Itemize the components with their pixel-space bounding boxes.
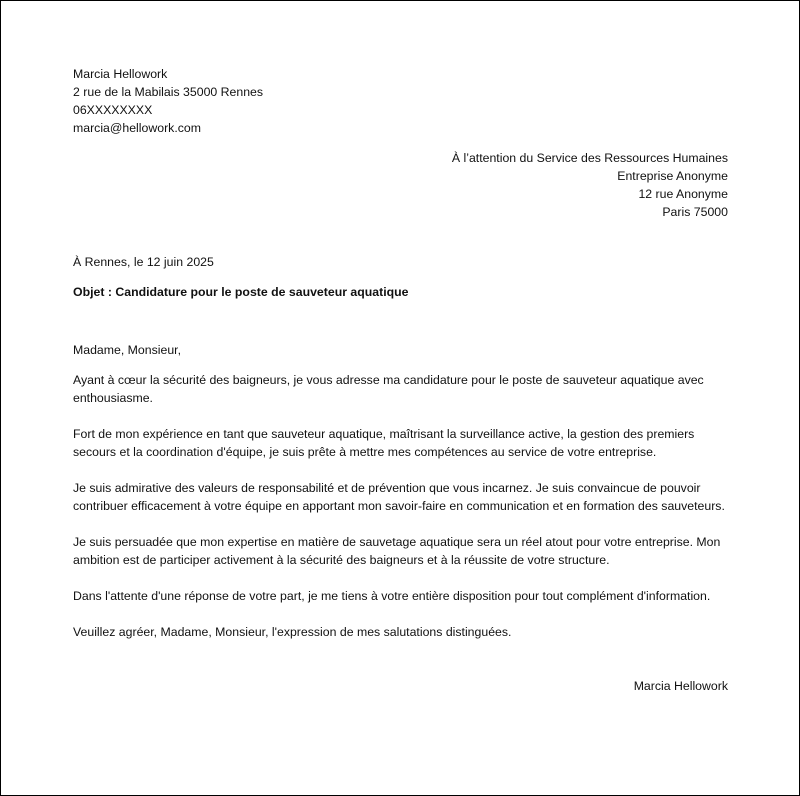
sender-block xyxy=(73,65,728,137)
signature: Marcia Hellowork xyxy=(633,679,728,693)
recipient-block xyxy=(73,149,728,221)
letter-body xyxy=(73,371,728,641)
sender-phone: 06XXXXXXXX xyxy=(73,103,153,117)
sender-address: 2 rue de la Mabilais 35000 Rennes xyxy=(73,85,264,99)
closing-paragraph: Veuillez agréer, Madame, Monsieur, l'expression de mes salutations distinguées. xyxy=(73,625,512,639)
body-paragraph: Je suis admirative des valeurs de responsabilité et de prévention que vous incarnez. Je suis convaincue de pouvoir contribuer efficacement à votre équipe en apportant mon savoir-faire en communication et en formation des sauveteurs. xyxy=(73,481,725,513)
subject-line: Objet : Candidature pour le poste de sauveteur aquatique xyxy=(73,285,409,299)
letter-content xyxy=(73,65,728,695)
sender-name: Marcia Hellowork xyxy=(73,67,168,81)
body-paragraph: Je suis persuadée que mon expertise en matière de sauvetage aquatique sera un réel atout pour votre entreprise. Mon ambition est de participer activement à la sécurité des baigneurs et à la réussite de votre structure. xyxy=(73,535,721,567)
recipient-street: 12 rue Anonyme xyxy=(638,187,728,201)
body-paragraph: Ayant à cœur la sécurité des baigneurs, je vous adresse ma candidature pour le poste de sauveteur aquatique avec enthousiasme. xyxy=(73,373,704,405)
body-paragraph: Dans l'attente d'une réponse de votre part, je me tiens à votre entière disposition pour tout complément d'information. xyxy=(73,589,711,603)
salutation: Madame, Monsieur, xyxy=(73,343,181,357)
body-paragraph: Fort de mon expérience en tant que sauveteur aquatique, maîtrisant la surveillance active, la gestion des premiers secours et la coordination d'équipe, je suis prête à mettre mes compétences au service de votre entreprise. xyxy=(73,427,695,459)
recipient-attention: À l’attention du Service des Ressources Humaines xyxy=(451,151,728,165)
sender-email: marcia@hellowork.com xyxy=(73,121,201,135)
date-line: À Rennes, le 12 juin 2025 xyxy=(73,255,214,269)
recipient-company: Entreprise Anonyme xyxy=(617,169,728,183)
recipient-city: Paris 75000 xyxy=(662,205,728,219)
